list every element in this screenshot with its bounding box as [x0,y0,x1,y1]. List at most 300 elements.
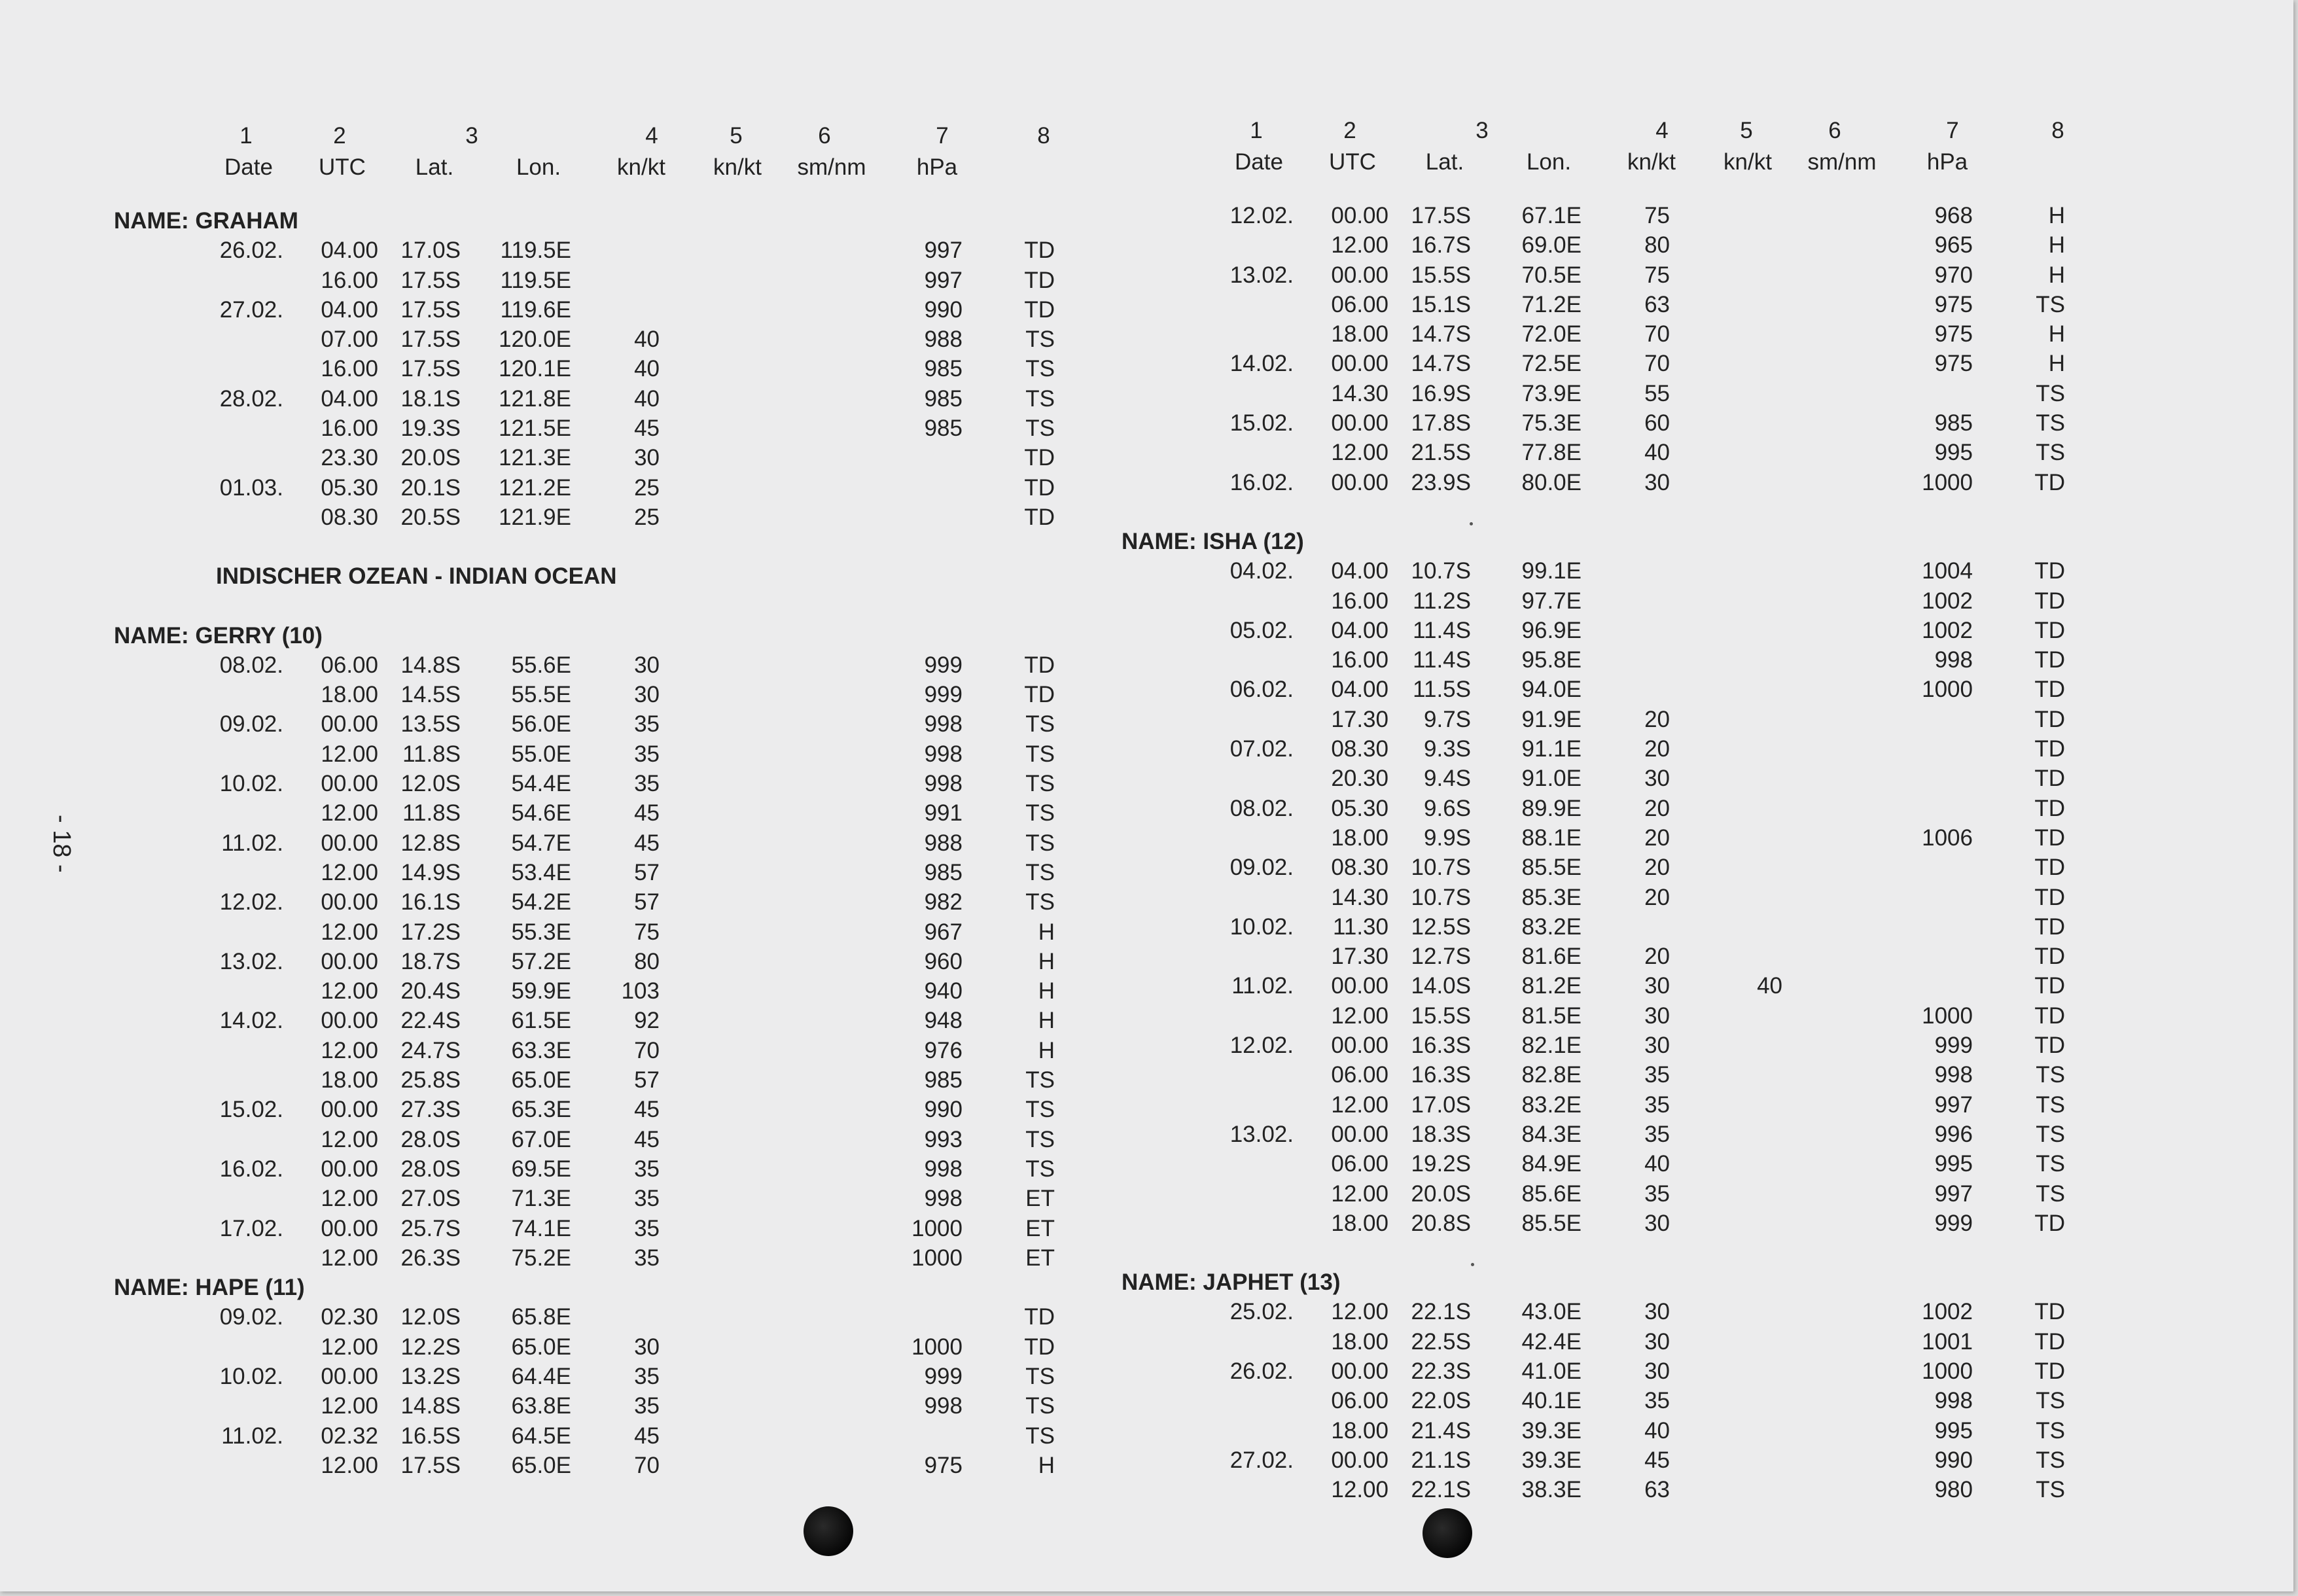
table-row [1122,381,2103,410]
cell-latitude: 9.6S [1424,795,1471,821]
cell-date: 15.02. [219,1097,283,1123]
cell-latitude: 17.0S [400,238,461,264]
cell-utc: 12.00 [321,1334,378,1360]
storm-name: NAME: GRAHAM [114,208,298,234]
cell-storm-type: TS [2036,291,2065,317]
cell-date: 13.02. [1229,1121,1294,1147]
cell-utc: 16.00 [1331,588,1388,614]
cell-pressure-hpa: 991 [924,800,963,826]
cell-longitude: 71.2E [1521,291,1582,317]
col-num-6: 6 [1828,118,1841,143]
col-label-kn4: kn/kt [617,154,665,180]
cell-date: 12.02. [1229,1033,1294,1059]
cell-storm-type: TD [2034,973,2065,999]
cell-longitude: 75.2E [511,1245,571,1271]
cell-date: 15.02. [1229,410,1294,436]
cell-utc: 06.00 [1331,1388,1388,1414]
cell-pressure-hpa: 985 [924,416,963,442]
cell-date: 09.02. [1229,855,1294,881]
table-row [1122,203,2103,232]
cell-wind-kn4: 35 [1644,1180,1670,1207]
cell-pressure-hpa: 996 [1934,1121,1973,1147]
cell-utc: 12.00 [1331,1180,1388,1207]
cell-longitude: 85.3E [1521,884,1582,910]
storm-name-heading [111,208,1047,238]
cell-wind-kn4: 70 [1644,351,1670,377]
cell-latitude: 11.8S [402,741,461,767]
cell-latitude: 14.8S [400,1393,461,1419]
table-row [1122,1151,2103,1180]
table-row [1122,707,2103,736]
cell-longitude: 40.1E [1521,1388,1582,1414]
cell-latitude: 21.5S [1411,440,1471,466]
cell-latitude: 26.3S [400,1245,461,1271]
cell-latitude: 17.5S [400,327,461,353]
cell-pressure-hpa: 1000 [1922,1002,1973,1029]
cell-storm-type: TD [2034,766,2065,792]
cell-utc: 16.00 [1331,647,1388,673]
cell-storm-type: TD [2034,1358,2065,1384]
cell-pressure-hpa: 997 [924,267,963,293]
cell-pressure-hpa: 975 [1934,291,1973,317]
cell-latitude: 22.1S [1411,1477,1471,1503]
table-row [1122,677,2103,706]
table-row [111,800,1055,830]
table-row [111,1156,1055,1186]
cell-pressure-hpa: 965 [1934,232,1973,258]
cell-latitude: 20.5S [400,504,461,530]
cell-latitude: 10.7S [1411,884,1471,910]
cell-pressure-hpa: 999 [924,652,963,678]
cell-wind-kn4: 30 [1644,469,1670,495]
cell-pressure-hpa: 990 [924,1097,963,1123]
cell-longitude: 91.1E [1521,736,1582,762]
cell-utc: 16.00 [321,416,378,442]
cell-latitude: 17.5S [400,1452,461,1478]
cell-utc: 12.00 [1331,440,1388,466]
cell-longitude: 67.0E [511,1126,571,1152]
cell-wind-kn4: 40 [634,327,660,353]
cell-latitude: 12.0S [400,771,461,797]
cell-storm-type: H [1038,1008,1055,1034]
cell-wind-kn4: 75 [1644,203,1670,228]
cell-pressure-hpa: 990 [924,296,963,323]
cell-utc: 16.00 [321,356,378,382]
cell-wind-kn4: 75 [1644,262,1670,288]
cell-storm-type: TD [2034,558,2065,584]
table-row [1122,796,2103,825]
cell-pressure-hpa: 1000 [911,1215,963,1241]
cell-latitude: 11.5S [1413,677,1471,703]
cell-storm-type: H [2048,203,2065,228]
cell-utc: 12.00 [321,859,378,885]
cell-latitude: 15.5S [1411,262,1471,288]
cell-longitude: 75.3E [1521,410,1582,436]
cell-pressure-hpa: 988 [924,830,963,856]
storm-name: NAME: ISHA (12) [1122,528,1304,554]
col-label-kn5: kn/kt [713,154,762,180]
cell-storm-type: TD [1024,445,1055,471]
cell-pressure-hpa: 995 [1934,1151,1973,1177]
cell-date: 01.03. [219,474,283,501]
cell-latitude: 18.3S [1411,1121,1471,1147]
table-row [1122,1388,2103,1417]
cell-longitude: 119.6E [500,296,571,323]
cell-wind-kn4: 35 [1644,1388,1670,1414]
cell-storm-type: TD [2034,706,2065,732]
cell-date: 09.02. [219,1304,283,1330]
cell-longitude: 39.3E [1521,1417,1582,1444]
col-num-1: 1 [1250,118,1263,143]
col-num-5: 5 [1740,118,1753,143]
cell-longitude: 94.0E [1521,677,1582,703]
cell-utc: 00.00 [321,711,378,737]
cell-storm-type: TS [2036,1447,2065,1473]
storm-name: NAME: HAPE (11) [114,1275,305,1301]
cell-storm-type: H [2048,232,2065,258]
cell-latitude: 9.7S [1424,706,1471,732]
cell-longitude: 65.8E [511,1304,571,1330]
cell-pressure-hpa: 1000 [1922,1358,1973,1384]
cell-pressure-hpa: 998 [924,1186,963,1212]
cell-latitude: 17.2S [400,919,461,945]
cell-utc: 18.00 [1331,321,1388,347]
cell-latitude: 20.4S [400,978,461,1004]
cell-storm-type: ET [1025,1245,1055,1271]
col-label-lat: Lat. [1425,149,1464,175]
col-label-utc: UTC [1329,149,1376,175]
cell-longitude: 65.0E [511,1334,571,1360]
cell-storm-type: TS [1025,1097,1055,1123]
punch-hole [804,1506,853,1556]
table-row [111,445,1055,474]
cell-utc: 18.00 [321,682,378,708]
cell-wind-kn4: 70 [1644,321,1670,347]
cell-pressure-hpa: 1002 [1922,1299,1973,1325]
cell-latitude: 12.0S [400,1304,461,1330]
cell-latitude: 15.1S [1411,291,1471,317]
cell-storm-type: TS [2036,1388,2065,1414]
cell-wind-kn4: 45 [634,800,660,826]
cell-pressure-hpa: 1001 [1922,1328,1973,1355]
cell-storm-type: TS [1025,356,1055,382]
cell-date: 16.02. [1229,469,1294,495]
cell-utc: 04.00 [1331,558,1388,584]
cell-pressure-hpa: 967 [924,919,963,945]
cell-date: 11.02. [221,830,283,856]
cell-longitude: 71.3E [511,1186,571,1212]
cell-utc: 00.00 [321,889,378,915]
cell-utc: 05.30 [321,474,378,501]
cell-wind-kn4: 45 [634,416,660,442]
cell-wind-kn4: 35 [634,1393,660,1419]
cell-storm-type: TS [2036,1417,2065,1444]
cell-utc: 12.00 [321,741,378,767]
cell-pressure-hpa: 1000 [1922,469,1973,495]
cell-storm-type: TD [1024,682,1055,708]
table-row [1122,232,2103,262]
cell-date: 11.02. [221,1423,283,1449]
cell-longitude: 121.2E [499,474,571,501]
table-row [111,682,1055,711]
cell-utc: 12.00 [1331,1091,1388,1118]
punch-hole [1423,1508,1472,1558]
cell-wind-kn4: 35 [634,1156,660,1182]
cell-latitude: 22.1S [1411,1299,1471,1325]
cell-latitude: 11.8S [402,800,461,826]
cell-pressure-hpa: 997 [1934,1180,1973,1207]
table-row [111,1037,1055,1067]
right-column [1122,118,2103,1506]
cell-storm-type: TD [2034,1210,2065,1236]
cell-latitude: 18.1S [400,385,461,412]
cell-utc: 12.00 [321,1393,378,1419]
cell-wind-kn4: 30 [634,682,660,708]
cell-wind-kn4: 20 [1644,884,1670,910]
cell-date: 08.02. [219,652,283,678]
cell-utc: 00.00 [1331,469,1388,495]
cell-latitude: 27.0S [400,1186,461,1212]
cell-pressure-hpa: 998 [924,1393,963,1419]
cell-storm-type: TD [1024,474,1055,501]
cell-latitude: 21.1S [1411,1447,1471,1473]
cell-latitude: 17.5S [400,296,461,323]
cell-utc: 00.00 [1331,262,1388,288]
cell-pressure-hpa: 997 [924,238,963,264]
cell-utc: 05.30 [1331,795,1388,821]
table-row [1122,1329,2103,1358]
cell-longitude: 67.1E [1521,203,1582,228]
table-row [1122,1062,2103,1091]
cell-pressure-hpa: 980 [1934,1477,1973,1503]
cell-storm-type: H [1038,1452,1055,1478]
cell-latitude: 17.8S [1411,410,1471,436]
cell-storm-type: TD [2034,736,2065,762]
col-num-7: 7 [936,123,949,149]
cell-pressure-hpa: 1002 [1922,588,1973,614]
cell-utc: 00.00 [321,1156,378,1182]
table-row [1122,1477,2103,1506]
table-row [111,385,1055,416]
cell-storm-type: TS [1025,1067,1055,1093]
cell-latitude: 16.9S [1411,380,1471,406]
cell-storm-type: TS [1025,1423,1055,1449]
table-row [111,889,1055,919]
col-num-5: 5 [730,123,743,149]
cell-storm-type: TD [2034,469,2065,495]
cell-utc: 18.00 [1331,825,1388,851]
cell-longitude: 59.9E [511,978,571,1004]
cell-longitude: 56.0E [511,711,571,737]
cell-storm-type: H [2048,262,2065,288]
cell-date: 07.02. [1229,736,1294,762]
cell-latitude: 12.7S [1411,944,1471,970]
table-row [1122,1122,2103,1151]
cell-storm-type: TS [1025,327,1055,353]
col-label-date: Date [1235,149,1283,175]
cell-latitude: 20.0S [400,445,461,471]
cell-utc: 04.00 [321,385,378,412]
table-row [1122,973,2103,1002]
cell-latitude: 17.5S [1411,203,1471,228]
cell-longitude: 82.8E [1521,1062,1582,1088]
table-row [1122,618,2103,647]
cell-date: 04.02. [1229,558,1294,584]
cell-wind-kn4: 30 [1644,1299,1670,1325]
col-num-1: 1 [239,123,253,149]
cell-longitude: 72.5E [1521,351,1582,377]
cell-date: 12.02. [1229,203,1294,228]
cell-pressure-hpa: 998 [1934,1388,1973,1414]
cell-wind-kn4: 57 [634,889,660,915]
cell-longitude: 84.9E [1521,1151,1582,1177]
cell-wind-kn4: 40 [634,385,660,412]
cell-pressure-hpa: 990 [1934,1447,1973,1473]
cell-date: 26.02. [219,238,283,264]
cell-wind-kn4: 45 [1644,1447,1670,1473]
table-row [111,1008,1055,1037]
cell-pressure-hpa: 985 [924,1067,963,1093]
cell-date: 14.02. [1229,351,1294,377]
cell-longitude: 119.5E [500,267,571,293]
cell-utc: 20.30 [1331,766,1388,792]
cell-pressure-hpa: 985 [924,356,963,382]
cell-latitude: 9.3S [1424,736,1471,762]
spacer [1122,1240,2103,1269]
cell-utc: 00.00 [1331,1447,1388,1473]
cell-longitude: 57.2E [511,948,571,974]
table-row [1122,855,2103,884]
cell-longitude: 77.8E [1521,440,1582,466]
cell-storm-type: TD [1024,267,1055,293]
cell-latitude: 14.0S [1411,973,1471,999]
cell-pressure-hpa: 1000 [911,1334,963,1360]
table-row [1122,262,2103,292]
cell-date: 05.02. [1229,617,1294,643]
cell-latitude: 11.2S [1413,588,1471,614]
cell-longitude: 70.5E [1521,262,1582,288]
cell-storm-type: TD [2034,1328,2065,1355]
cell-longitude: 64.5E [511,1423,571,1449]
cell-wind-kn4: 20 [1644,736,1670,762]
cell-latitude: 9.4S [1424,766,1471,792]
cell-storm-type: TS [1025,385,1055,412]
cell-latitude: 24.7S [400,1037,461,1063]
cell-wind-kn4: 20 [1644,825,1670,851]
cell-latitude: 25.8S [400,1067,461,1093]
cell-longitude: 42.4E [1521,1328,1582,1355]
cell-wind-kn4: 35 [634,741,660,767]
cell-storm-type: TS [1025,830,1055,856]
cell-longitude: 84.3E [1521,1121,1582,1147]
cell-storm-type: H [1038,978,1055,1004]
cell-utc: 00.00 [321,1215,378,1241]
table-row [111,1097,1055,1126]
cell-storm-type: TS [1025,771,1055,797]
cell-date: 13.02. [219,948,283,974]
cell-storm-type: TS [1025,741,1055,767]
cell-utc: 12.00 [1331,232,1388,258]
col-num-8: 8 [1037,123,1050,149]
cell-utc: 12.00 [321,1037,378,1063]
cell-wind-kn4: 40 [634,356,660,382]
cell-pressure-hpa: 998 [924,771,963,797]
table-row [1122,351,2103,380]
cell-latitude: 20.0S [1411,1180,1471,1207]
cell-utc: 04.00 [1331,617,1388,643]
cell-latitude: 22.5S [1411,1328,1471,1355]
cell-wind-kn4: 30 [634,1334,660,1360]
cell-utc: 18.00 [321,1067,378,1093]
cell-storm-type: TD [1024,1334,1055,1360]
cell-pressure-hpa: 985 [924,385,963,412]
cell-longitude: 83.2E [1521,1091,1582,1118]
cell-pressure-hpa: 999 [924,1363,963,1389]
col-num-4: 4 [645,123,658,149]
cell-storm-type: TD [1024,504,1055,530]
col-label-smnm: sm/nm [797,154,866,180]
col-label-lon: Lon. [516,154,561,180]
cell-utc: 06.00 [1331,1151,1388,1177]
cell-storm-type: TS [2036,380,2065,406]
cell-storm-type: TD [2034,1033,2065,1059]
cell-latitude: 13.2S [400,1363,461,1389]
cell-date: 09.02. [219,711,283,737]
col-label-kn5: kn/kt [1724,149,1772,175]
cell-latitude: 22.4S [400,1008,461,1034]
cell-wind-kn4: 45 [634,1126,660,1152]
table-row [111,296,1055,327]
cell-utc: 12.00 [321,1245,378,1271]
cell-wind-kn4: 20 [1644,795,1670,821]
cell-utc: 00.00 [321,1363,378,1389]
cell-pressure-hpa: 998 [1934,647,1973,673]
table-row [111,238,1055,267]
cell-utc: 12.00 [1331,1002,1388,1029]
cell-longitude: 55.5E [511,682,571,708]
cell-utc: 18.00 [1331,1417,1388,1444]
cell-utc: 08.30 [1331,855,1388,881]
cell-longitude: 69.5E [511,1156,571,1182]
cell-utc: 16.00 [321,267,378,293]
cell-utc: 06.00 [1331,291,1388,317]
col-num-2: 2 [333,123,346,149]
cell-utc: 12.00 [321,919,378,945]
cell-utc: 00.00 [1331,1358,1388,1384]
cell-date: 17.02. [219,1215,283,1241]
table-row [111,1215,1055,1245]
cell-pressure-hpa: 975 [924,1452,963,1478]
cell-wind-kn4: 35 [634,1245,660,1271]
cell-utc: 00.00 [1331,203,1388,228]
cell-storm-type: TD [1024,296,1055,323]
table-row [1122,440,2103,469]
cell-pressure-hpa: 1000 [911,1245,963,1271]
cell-storm-type: ET [1025,1215,1055,1241]
cell-longitude: 69.0E [1521,232,1582,258]
cell-wind-kn4: 103 [621,978,660,1004]
cell-utc: 14.30 [1331,380,1388,406]
cell-longitude: 63.3E [511,1037,571,1063]
cell-longitude: 95.8E [1521,647,1582,673]
cell-storm-type: TD [1024,1304,1055,1330]
col-label-hpa: hPa [916,154,958,180]
table-row [111,1334,1055,1364]
cell-longitude: 97.7E [1521,588,1582,614]
cell-pressure-hpa: 940 [924,978,963,1004]
col-num-3: 3 [465,123,478,149]
cell-pressure-hpa: 968 [1934,203,1973,228]
